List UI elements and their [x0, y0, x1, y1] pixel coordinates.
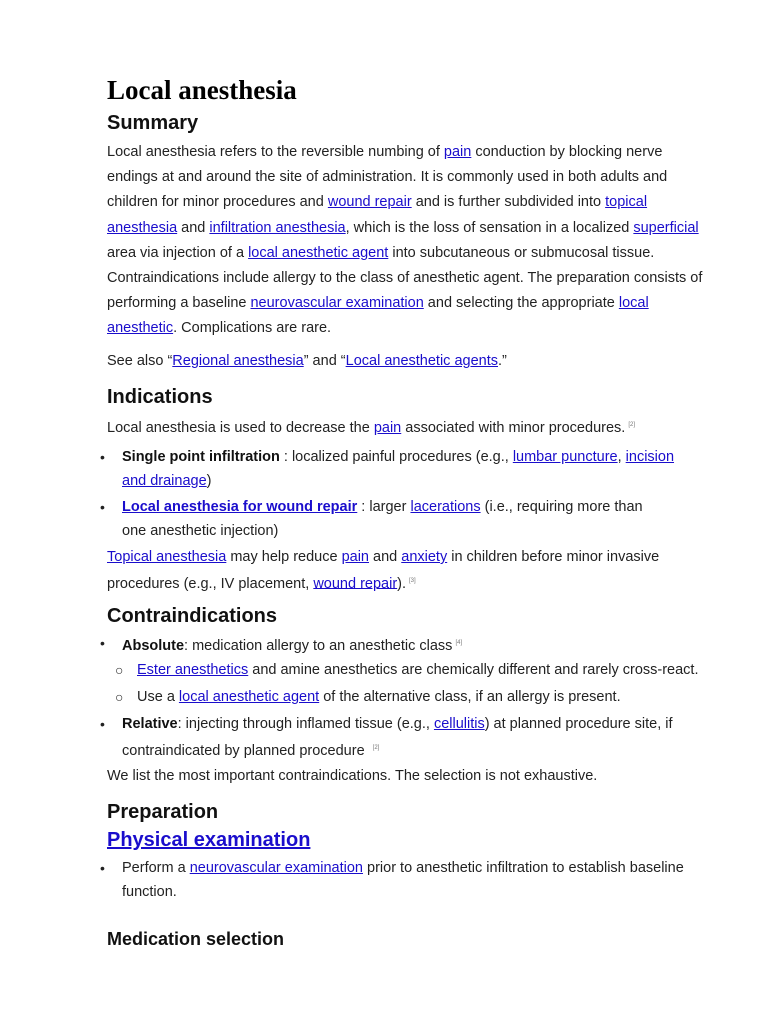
text: area via injection of a: [107, 244, 249, 261]
list-item: [100, 857, 712, 904]
text: . Complications are rare.: [173, 320, 332, 337]
text: See also “: [107, 353, 173, 369]
bullet-icon: •: [100, 499, 105, 515]
text: in children before minor invasive procedures (e.g., IV placement,: [107, 549, 660, 592]
text: : injecting through inflamed tissue (e.g.,: [177, 716, 434, 732]
bold-label: Absolute: [122, 637, 185, 654]
text: and: [369, 549, 402, 565]
link-ester-anesthetics[interactable]: Ester anesthetics: [137, 662, 249, 678]
link-lacerations[interactable]: lacerations: [410, 499, 481, 515]
circle-bullet-icon: ○: [115, 662, 124, 678]
link-neurovascular-examination[interactable]: neurovascular examination: [250, 295, 424, 312]
bold-label: Single point infiltration: [122, 449, 280, 465]
text: and is further subdivided into: [411, 194, 606, 211]
link-topical-anesthesia-2[interactable]: Topical anesthesia: [107, 549, 227, 565]
preparation-heading: Preparation: [107, 801, 219, 823]
link-infiltration-anesthesia[interactable]: infiltration anesthesia: [209, 219, 346, 236]
link-neurovascular-examination-2[interactable]: neurovascular examination: [189, 860, 363, 876]
text: may help reduce: [226, 549, 342, 565]
link-local-anesthetic-agent-2[interactable]: local anesthetic agent: [178, 689, 320, 705]
text: ” and “: [303, 353, 346, 369]
link-local-anesthetic-agents[interactable]: Local anesthetic agents: [345, 353, 498, 369]
text: ) at planned procedure site, if contraindicated by planned procedure: [122, 716, 673, 759]
text: Use a: [137, 689, 179, 705]
link-local-anesthetic-agent[interactable]: local anesthetic agent: [248, 244, 389, 261]
reference-marker[interactable]: [3]: [409, 577, 416, 584]
contraindications-note: We list the most important contraindications. The selection is not exhaustive.: [107, 768, 598, 784]
physical-examination-heading[interactable]: [107, 828, 310, 852]
link-anxiety[interactable]: anxiety: [401, 549, 448, 565]
bullet-icon: •: [100, 449, 105, 465]
text: into subcutaneous or submucosal tissue. Contraindications include allergy to the class of anesthetic agent. The preparation consists of performing a baseline: [107, 244, 703, 312]
text: ).: [397, 575, 407, 592]
link-local-anesthetic[interactable]: local anesthetic: [107, 295, 649, 337]
text: : larger: [357, 499, 411, 515]
link-topical-anesthesia[interactable]: topical anesthesia: [107, 194, 648, 236]
link-regional-anesthesia[interactable]: Regional anesthesia: [172, 353, 304, 369]
list-item: [100, 632, 702, 658]
text: Local anesthesia is used to decrease the: [107, 419, 374, 436]
medication-selection-heading: Medication selection: [107, 929, 285, 949]
topical-paragraph: [107, 546, 717, 596]
link-lumbar-puncture[interactable]: lumbar puncture: [512, 449, 618, 465]
sub-list-item: [115, 686, 717, 710]
bullet-icon: •: [100, 716, 105, 732]
text: and amine anesthetics are chemically different and rarely cross-react.: [248, 662, 699, 678]
reference-marker[interactable]: [4]: [455, 640, 463, 646]
page-title: Local anesthesia: [107, 75, 297, 105]
link-local-anesthesia-for-wound-repair[interactable]: Local anesthesia for wound repair: [122, 499, 358, 515]
circle-bullet-icon: ○: [115, 689, 124, 705]
link-pain-2[interactable]: pain: [373, 419, 402, 436]
bullet-icon: •: [100, 635, 105, 651]
summary-heading: Summary: [107, 112, 199, 134]
text: of the alternative class, if an allergy is present.: [319, 689, 621, 705]
text: ,: [617, 449, 626, 465]
list-item: [100, 496, 667, 543]
indications-intro: [107, 413, 717, 441]
bullet-icon: •: [100, 860, 105, 876]
contraindications-heading: Contraindications: [107, 605, 278, 627]
indications-heading: Indications: [107, 386, 213, 408]
text: Perform a: [122, 860, 190, 876]
text: prior to anesthetic infiltration to establish baseline function.: [122, 860, 684, 900]
list-item: [100, 713, 702, 763]
see-also-paragraph: [107, 349, 717, 374]
text: associated with minor procedures.: [401, 419, 626, 436]
text: ): [206, 472, 212, 489]
text: conduction by blocking nerve endings at and around the site of administration. It is commonly used in both adults and children for minor procedures and: [107, 144, 668, 211]
sub-list-item: [115, 659, 717, 683]
physical-examination-link[interactable]: Physical examination: [107, 829, 311, 851]
link-incision-and-drainage[interactable]: incision and drainage: [122, 449, 675, 489]
link-pain-3[interactable]: pain: [341, 549, 369, 565]
text: Local anesthesia refers to the reversible numbing of: [107, 144, 444, 160]
list-item: [100, 446, 702, 493]
text: , which is the loss of sensation in a localized: [345, 219, 634, 236]
reference-marker[interactable]: [2]: [628, 422, 635, 428]
text: .”: [497, 353, 507, 369]
link-pain[interactable]: pain: [443, 144, 472, 160]
link-wound-repair-2[interactable]: wound repair: [313, 575, 398, 592]
bold-label: Relative: [122, 716, 178, 732]
text: and selecting the appropriate: [423, 295, 619, 312]
link-wound-repair[interactable]: wound repair: [327, 194, 412, 211]
reference-marker[interactable]: [2]: [372, 744, 380, 751]
summary-paragraph: [107, 140, 717, 342]
text: and: [177, 219, 210, 236]
link-cellulitis[interactable]: cellulitis: [433, 716, 485, 732]
text: : localized painful procedures (e.g.,: [279, 449, 513, 465]
link-superficial[interactable]: superficial: [633, 219, 699, 236]
text: : medication allergy to an anesthetic class: [184, 637, 453, 654]
text: (i.e., requiring more than one anesthetic injection): [122, 499, 643, 539]
